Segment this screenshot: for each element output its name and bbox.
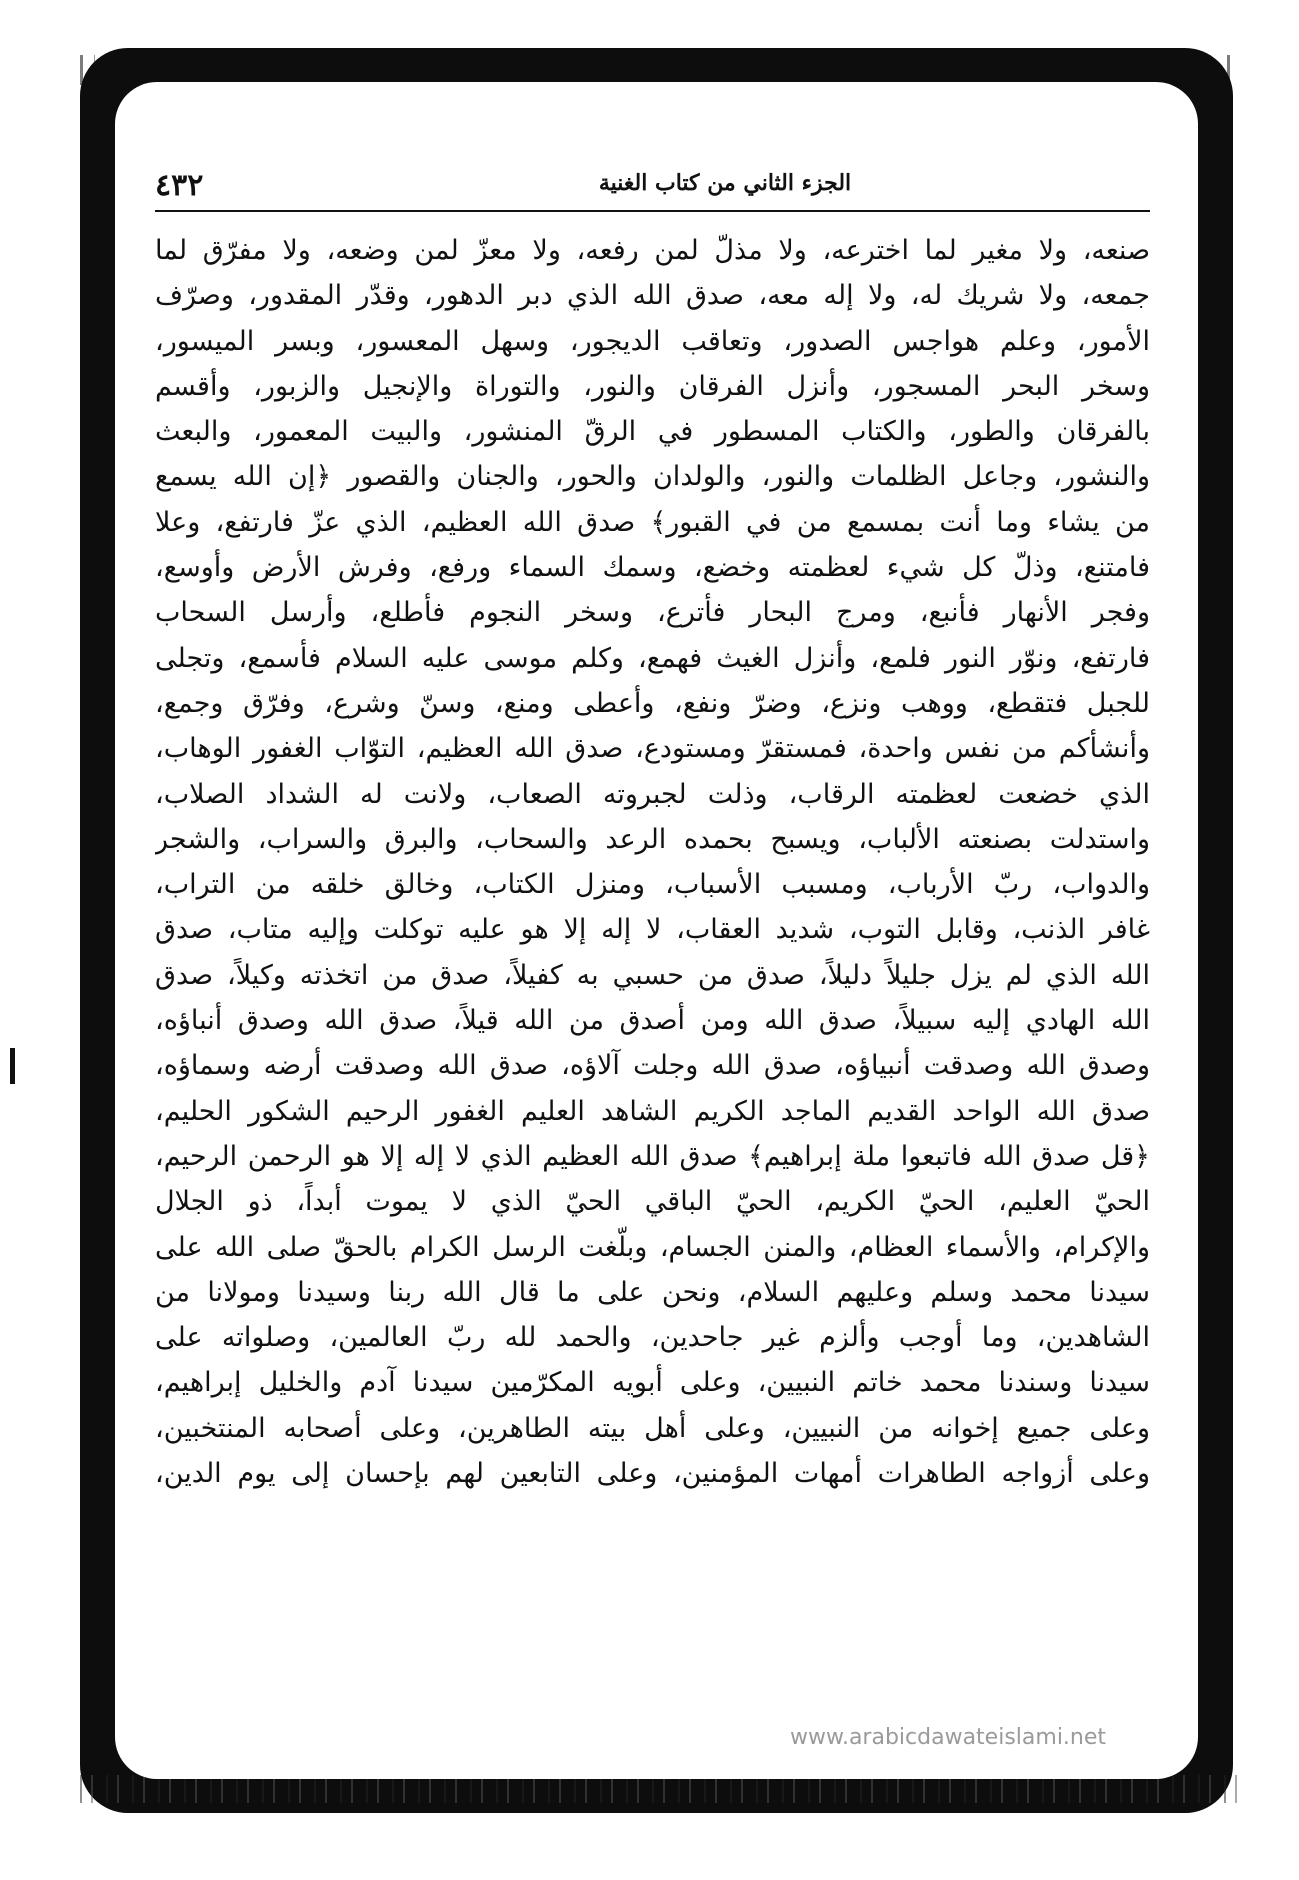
text-line: واستدلت بصنعته الألباب، ويسبح بحمده الرعد والسحاب، والبرق والسراب، والشجر — [155, 823, 1150, 855]
text-line: من يشاء وما أنت بمسمع من في القبور﴾ صدق الله العظيم، الذي عزّ فارتفع، وعلا — [155, 506, 1150, 538]
text-line: جمعه، ولا شريك له، ولا إله معه، صدق الله الذي دبر الدهور، وقدّر المقدور، وصرّف — [155, 280, 1150, 312]
header-rule — [155, 210, 1150, 212]
text-line: غافر الذنب، وقابل التوب، شديد العقاب، لا إله إلا هو عليه توكلت وإليه متاب، صدق — [155, 914, 1150, 946]
text-line: وعلى جميع إخوانه من النبيين، وعلى أهل بيته الطاهرين، وعلى أصحابه المنتخبين، — [155, 1412, 1150, 1444]
text-line: وصدق الله وصدقت أنبياؤه، صدق الله وجلت آلاؤه، صدق الله وصدقت أرضه وسماؤه، — [155, 1050, 1150, 1082]
text-line: وأنشأكم من نفس واحدة، فمستقرّ ومستودع، صدق الله العظيم، التوّاب الغفور الوهاب، — [155, 733, 1150, 765]
text-line: فامتنع، وذلّ كل شيء لعظمته وخضع، وسمك السماء ورفع، وفرش الأرض وأوسع، — [155, 552, 1150, 584]
running-title: الجزء الثاني من كتاب الغنية — [598, 170, 852, 196]
scan-border-noise-bottom — [80, 1775, 1239, 1803]
text-line: والإكرام، والأسماء العظام، والمنن الجسام، وبلّغت الرسل الكرام بالحقّ صلى الله على — [155, 1231, 1150, 1263]
text-line: والنشور، وجاعل الظلمات والنور، والولدان والحور، والجنان والقصور ﴿إن الله يسمع — [155, 461, 1150, 493]
text-line: الأمور، وعلم هواجس الصدور، وتعاقب الديجور، وسهل المعسور، وبسر الميسور، — [155, 325, 1150, 357]
page-header — [155, 168, 1150, 208]
text-line: الذي خضعت لعظمته الرقاب، وذلت لجبروته الصعاب، ولانت له الشداد الصلاب، — [155, 778, 1150, 810]
text-line: الشاهدين، وما أوجب وألزم غير جاحدين، والحمد لله ربّ العالمين، وصلواته على — [155, 1322, 1150, 1354]
text-line: الله الهادي إليه سبيلاً، صدق الله ومن أصدق من الله قيلاً، صدق الله وصدق أنباؤه، — [155, 1005, 1150, 1037]
text-line: للجبل فتقطع، ووهب ونزع، وضرّ ونفع، وأعطى ومنع، وسنّ وشرع، وفرّق وجمع، — [155, 687, 1150, 719]
text-line: ﴿قل صدق الله فاتبعوا ملة إبراهيم﴾ صدق الله العظيم الذي لا إله إلا هو الرحمن الرحيم، — [155, 1140, 1150, 1172]
text-line: والدواب، ربّ الأرباب، ومسبب الأسباب، ومنزل الكتاب، وخالق خلقه من التراب، — [155, 869, 1150, 901]
text-line: سيدنا وسندنا محمد خاتم النبيين، وعلى أبويه المكرّمين سيدنا آدم والخليل إبراهيم، — [155, 1367, 1150, 1399]
text-line: بالفرقان والطور، والكتاب المسطور في الرقّ المنشور، والبيت المعمور، والبعث — [155, 416, 1150, 448]
watermark-url: www.arabicdawateislami.net — [790, 1725, 1107, 1750]
text-line: وعلى أزواجه الطاهرات أمهات المؤمنين، وعلى التابعين لهم بإحسان إلى يوم الدين، — [155, 1458, 1150, 1490]
text-line: صدق الله الواحد القديم الماجد الكريم الشاهد العليم الغفور الرحيم الشكور الحليم، — [155, 1095, 1150, 1127]
text-line: الحيّ العليم، الحيّ الكريم، الحيّ الباقي الحيّ الذي لا يموت أبداً، ذو الجلال — [155, 1186, 1150, 1218]
text-line: سيدنا محمد وسلم وعليهم السلام، ونحن على ما قال الله ربنا وسيدنا ومولانا من — [155, 1276, 1150, 1308]
text-line: وسخر البحر المسجور، وأنزل الفرقان والنور، والتوراة والإنجيل والزبور، وأقسم — [155, 370, 1150, 402]
text-line: الله الذي لم يزل جليلاً دليلاً، صدق من حسبي به كفيلاً، صدق من اتخذته وكيلاً، صدق — [155, 959, 1150, 991]
page-number: ٤٣٢ — [155, 168, 204, 203]
text-line: صنعه، ولا مغير لما اخترعه، ولا مذلّ لمن رفعه، ولا معزّ لمن وضعه، ولا مفرّق لما — [155, 235, 1150, 266]
text-line: وفجر الأنهار فأنبع، ومرج البحار فأترع، وسخر النجوم فأطلع، وأرسل السحاب — [155, 597, 1150, 629]
margin-scan-mark — [10, 1048, 15, 1084]
body-text — [155, 228, 1150, 1496]
text-line: فارتفع، ونوّر النور فلمع، وأنزل الغيث فهمع، وكلم موسى عليه السلام فأسمع، وتجلى — [155, 642, 1150, 674]
